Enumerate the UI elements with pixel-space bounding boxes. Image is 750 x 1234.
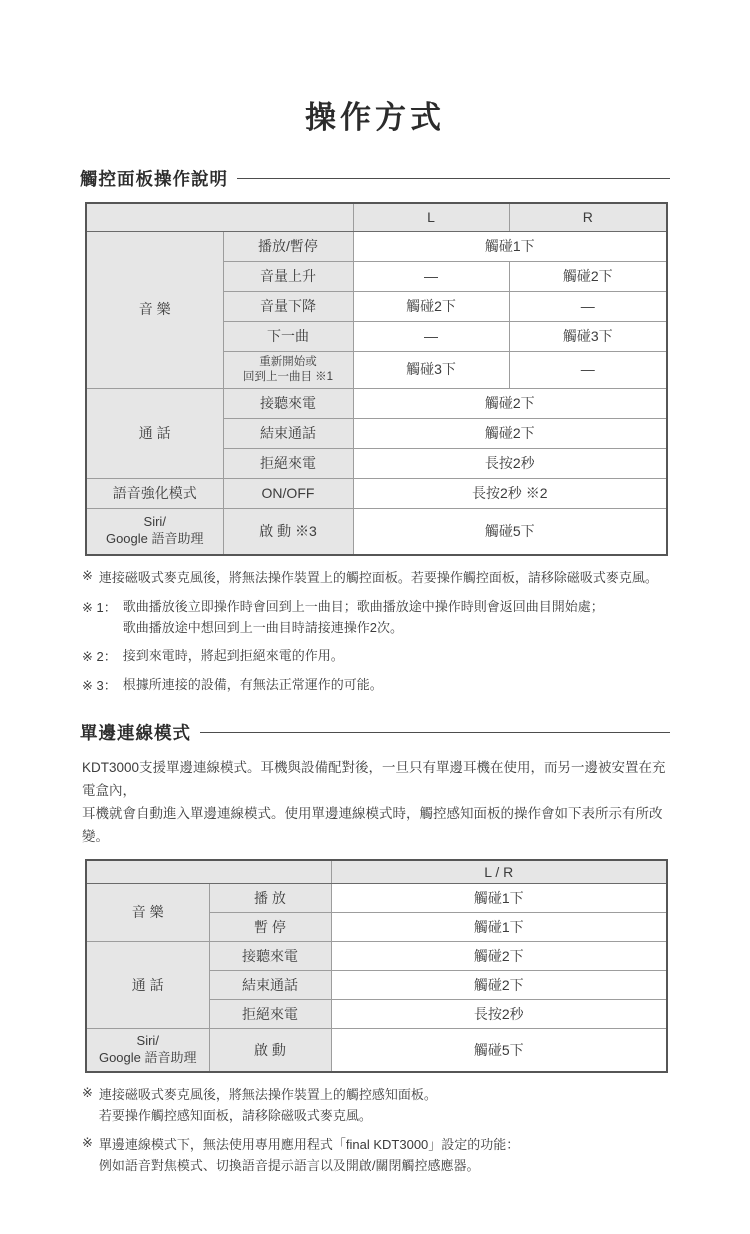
gesture-cell: 觸碰1下 (353, 231, 667, 261)
category-cell: 通 話 (86, 388, 223, 478)
category-cell: 音 樂 (86, 231, 223, 388)
gesture-cell: 長按2秒 (331, 999, 667, 1028)
page-title: 操作方式 (305, 100, 445, 135)
note-text: 接到來電時，將起到拒絕來電的作用。 (122, 648, 344, 664)
note (82, 1135, 670, 1177)
table-row (86, 231, 667, 261)
gesture-cell: 觸碰2下 (353, 418, 667, 448)
gesture-cell: 觸碰1下 (331, 883, 667, 912)
gesture-cell: 觸碰5下 (353, 508, 667, 555)
gesture-cell-left: — (353, 261, 509, 291)
gesture-cell: 觸碰5下 (331, 1028, 667, 1072)
function-line-1: 重新開始或 (259, 355, 317, 368)
note-marker: ※ (82, 1085, 93, 1101)
note-text: 例如語音對焦模式、切換語音提示語言以及開啟/關閉觸控感應器。 (98, 1157, 480, 1173)
section2-notes (82, 1085, 670, 1176)
note-marker: ※ (82, 1135, 93, 1151)
gesture-cell: 長按2秒 (353, 448, 667, 478)
header-col-left: L (353, 203, 509, 231)
heading-rule (237, 178, 670, 179)
gesture-cell: 觸碰2下 (331, 970, 667, 999)
gesture-cell-left: — (353, 321, 509, 351)
table-row (86, 941, 667, 970)
gesture-cell-right: — (509, 291, 667, 321)
table-row (86, 508, 667, 555)
note (82, 1085, 670, 1127)
single-side-mode-description (82, 757, 670, 849)
gesture-cell: 觸碰2下 (353, 388, 667, 418)
intro-line: 耳機就會自動進入單邊連線模式。使用單邊連線模式時，觸控感知面板的操作會如下表所示有所改變。 (82, 805, 663, 844)
category-cell: 通 話 (86, 941, 209, 1028)
function-cell: 播 放 (209, 883, 331, 912)
function-cell: 接聽來電 (223, 388, 353, 418)
function-cell (223, 351, 353, 388)
section1-notes (82, 568, 670, 696)
category-cell: 音 樂 (86, 883, 209, 941)
note-text: 歌曲播放後立即操作時會回到上一曲目；歌曲播放途中操作時則會返回曲目開始處； (122, 598, 604, 614)
gesture-cell: 觸碰1下 (331, 912, 667, 941)
gesture-cell: 長按2秒 ※2 (353, 478, 667, 508)
single-side-operation-table (85, 859, 668, 1074)
category-line-2: Google 語音助理 (105, 531, 204, 547)
function-line-2: 回到上一曲目 ※1 (242, 370, 334, 383)
gesture-cell-right: 觸碰3下 (509, 321, 667, 351)
heading-rule (200, 732, 670, 733)
note-marker: ※ 3： (82, 678, 117, 694)
function-cell: 拒絕來電 (209, 999, 331, 1028)
note (82, 597, 670, 639)
note-text: 歌曲播放途中想回到上一曲目時請接連操作2次。 (122, 619, 403, 635)
function-cell: 啟 動 ※3 (223, 508, 353, 555)
note-text: 若要操作觸控感知面板，請移除磁吸式麥克風。 (98, 1108, 372, 1124)
function-cell: 結束通話 (223, 418, 353, 448)
table-header-row (86, 203, 667, 231)
table-row (86, 1028, 667, 1072)
section-heading-touch-panel (80, 166, 670, 191)
section-heading-text: 單邊連線模式 (80, 722, 191, 743)
note-text: 連接磁吸式麥克風後，將無法操作裝置上的觸控面板。若要操作觸控面板，請移除磁吸式麥克風。 (98, 570, 658, 585)
category-line-1: Siri/ (143, 514, 166, 530)
function-cell: 啟 動 (209, 1028, 331, 1072)
gesture-cell-left: 觸碰2下 (353, 291, 509, 321)
function-cell: 結束通話 (209, 970, 331, 999)
note (82, 646, 670, 667)
table-header-row (86, 860, 667, 884)
note-marker: ※ 2： (82, 649, 117, 665)
function-cell: 下一曲 (223, 321, 353, 351)
table-row (86, 478, 667, 508)
gesture-cell-left: 觸碰3下 (353, 351, 509, 388)
note-text: 單邊連線模式下，無法使用專用應用程式「final KDT3000」設定的功能： (98, 1137, 520, 1153)
header-col-right: R (509, 203, 667, 231)
category-cell: 語音強化模式 (86, 478, 223, 508)
gesture-cell: 觸碰2下 (331, 941, 667, 970)
touch-panel-operation-table (85, 202, 668, 556)
header-col-lr: L / R (331, 860, 667, 884)
note-marker: ※ 1： (82, 599, 117, 615)
header-empty-cell (86, 860, 331, 884)
category-cell (86, 508, 223, 555)
function-cell: 暫 停 (209, 912, 331, 941)
note-marker: ※ (82, 568, 93, 583)
intro-line: KDT3000支援單邊連線模式。耳機與設備配對後，一旦只有單邊耳機在使用，而另一邊被安置在充電盒內， (82, 759, 666, 798)
note (82, 568, 670, 589)
function-cell: 音量上升 (223, 261, 353, 291)
function-cell: 拒絕來電 (223, 448, 353, 478)
note-text: 根據所連接的設備，有無法正常運作的可能。 (122, 677, 383, 693)
note-text: 連接磁吸式麥克風後，將無法操作裝置上的觸控感知面板。 (98, 1087, 437, 1103)
function-cell: 接聽來電 (209, 941, 331, 970)
gesture-cell-right: 觸碰2下 (509, 261, 667, 291)
section-heading-single-side-mode (80, 720, 670, 745)
function-cell: 播放/暫停 (223, 231, 353, 261)
function-cell: ON/OFF (223, 478, 353, 508)
category-line-2: Google 語音助理 (98, 1050, 197, 1066)
function-cell: 音量下降 (223, 291, 353, 321)
header-empty-cell (86, 203, 353, 231)
category-cell (86, 1028, 209, 1072)
section-heading-text: 觸控面板操作說明 (80, 169, 228, 189)
category-line-1: Siri/ (136, 1033, 159, 1049)
manual-page (0, 92, 750, 1177)
table-row (86, 388, 667, 418)
gesture-cell-right: — (509, 351, 667, 388)
note (82, 675, 670, 696)
table-row (86, 883, 667, 912)
